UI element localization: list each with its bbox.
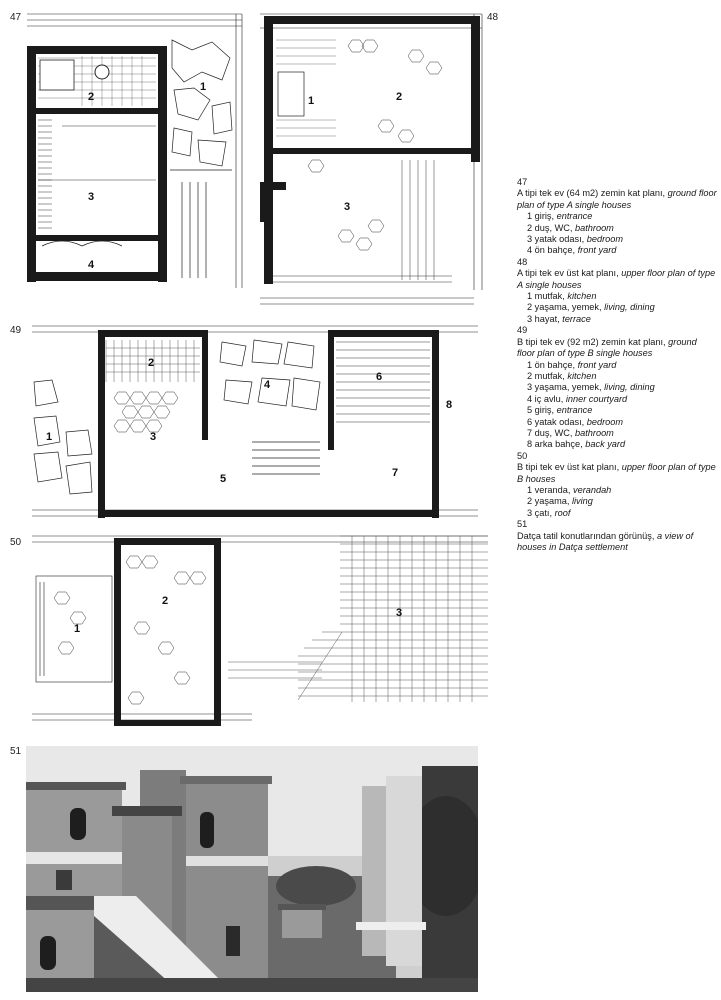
- caption-item-tr: 1 giriş,: [527, 211, 555, 222]
- caption-block: [517, 177, 717, 553]
- figure-number-48: 48: [487, 12, 499, 23]
- caption-item-tr: 2 yaşama,: [527, 496, 570, 507]
- caption-item-tr: 1 mutfak,: [527, 291, 565, 302]
- plan-49-label-3: 3: [150, 431, 157, 443]
- caption-item-tr: 1 veranda,: [527, 484, 571, 495]
- caption-item-tr: 3 yatak odası,: [527, 234, 585, 245]
- plan-48-label-2: 2: [396, 91, 403, 103]
- plan-47-label-1: 1: [200, 81, 207, 93]
- plan-49-label-6: 6: [376, 371, 383, 383]
- caption-title-en: a view of houses in Datça settlement: [517, 530, 694, 552]
- plan-47-label-4: 4: [88, 259, 95, 271]
- plan-50-type-b-upper-floor: [22, 532, 492, 732]
- caption-title-en: ground floor plan of type B single houses: [517, 336, 697, 359]
- caption-item-tr: 4 ön bahçe,: [527, 245, 576, 256]
- caption-47: [517, 177, 717, 257]
- caption-title-tr: Datça tatil konutlarından görünüş,: [517, 530, 655, 541]
- caption-number: 51: [517, 519, 528, 530]
- plan-49-label-5: 5: [220, 473, 227, 485]
- caption-number: 48: [517, 256, 528, 267]
- caption-title-en: upper floor plan of type A single houses: [517, 268, 716, 290]
- caption-item-en: living, dining: [604, 302, 655, 313]
- figure-number-51: 51: [10, 746, 22, 757]
- caption-item-en: bathroom: [575, 222, 614, 233]
- caption-item-tr: 3 hayat,: [527, 313, 560, 324]
- plan-50-label-3: 3: [396, 607, 403, 619]
- caption-title-en: upper floor plan of type B houses: [517, 462, 716, 484]
- plan-48-type-a-upper-floor: [252, 10, 487, 310]
- caption-item-tr: 2 duş, WC,: [527, 222, 573, 233]
- caption-item-en: entrance: [556, 211, 593, 222]
- plan-50-label-1: 1: [74, 623, 81, 635]
- plan-48-label-3: 3: [344, 201, 351, 213]
- caption-item-tr: 1 ön bahçe,: [527, 359, 576, 370]
- caption-51: [517, 519, 717, 553]
- caption-item-tr: 3 yaşama, yemek,: [527, 382, 602, 393]
- caption-item-tr: 8 arka bahçe,: [527, 439, 583, 450]
- photo-datca-houses: [26, 746, 478, 992]
- plan-47-label-2: 2: [88, 91, 95, 103]
- caption-item-en: bedroom: [586, 234, 624, 245]
- caption-48: [517, 257, 717, 325]
- plan-47-label-3: 3: [88, 191, 95, 203]
- caption-item-en: verandah: [572, 484, 612, 495]
- caption-item-tr: 5 giriş,: [527, 405, 555, 416]
- caption-item-tr: 4 iç avlu,: [527, 393, 564, 404]
- plan-49-type-b-ground-floor: [22, 322, 480, 522]
- caption-item-en: front yard: [577, 359, 617, 370]
- caption-item-tr: 6 yatak odası,: [527, 416, 585, 427]
- caption-title-en: ground floor plan of type A single houses: [517, 188, 717, 210]
- plan-49-label-1: 1: [46, 431, 53, 443]
- caption-item-tr: 3 çatı,: [527, 507, 553, 518]
- caption-title-tr: B tipi tek ev üst kat planı,: [517, 462, 620, 473]
- caption-item-tr: 2 yaşama, yemek,: [527, 302, 602, 313]
- caption-item-en: back yard: [585, 439, 626, 450]
- caption-item-en: inner courtyard: [565, 393, 628, 404]
- caption-item-en: entrance: [556, 405, 593, 416]
- caption-50: [517, 451, 717, 519]
- caption-49: [517, 325, 717, 450]
- plan-49-label-4: 4: [264, 379, 271, 391]
- plan-49-label-2: 2: [148, 357, 155, 369]
- caption-item-en: bathroom: [575, 427, 614, 438]
- caption-item-en: roof: [554, 507, 571, 518]
- plan-49-label-7: 7: [392, 467, 399, 479]
- caption-item-en: living: [571, 496, 593, 507]
- caption-item-en: front yard: [577, 245, 617, 256]
- figure-number-47: 47: [10, 12, 22, 23]
- plan-50-label-2: 2: [162, 595, 169, 607]
- caption-title-tr: B tipi tek ev (92 m2) zemin kat planı,: [517, 336, 666, 347]
- caption-title-tr: A tipi tek ev (64 m2) zemin kat planı,: [517, 188, 666, 199]
- plan-49-label-8: 8: [446, 399, 453, 411]
- caption-item-en: living, dining: [604, 382, 655, 393]
- plan-47-type-a-ground-floor: [22, 10, 247, 290]
- caption-number: 47: [517, 177, 528, 187]
- caption-item-en: kitchen: [567, 370, 597, 381]
- figure-number-49: 49: [10, 325, 22, 336]
- plan-48-label-1: 1: [308, 95, 315, 107]
- caption-number: 50: [517, 450, 528, 461]
- caption-title-tr: A tipi tek ev üst kat planı,: [517, 268, 619, 279]
- caption-item-tr: 2 mutfak,: [527, 370, 565, 381]
- caption-item-tr: 7 duş, WC,: [527, 427, 573, 438]
- caption-item-en: bedroom: [586, 416, 624, 427]
- caption-number: 49: [517, 325, 528, 336]
- figure-number-50: 50: [10, 537, 22, 548]
- caption-item-en: kitchen: [567, 291, 597, 302]
- caption-item-en: terrace: [562, 313, 591, 324]
